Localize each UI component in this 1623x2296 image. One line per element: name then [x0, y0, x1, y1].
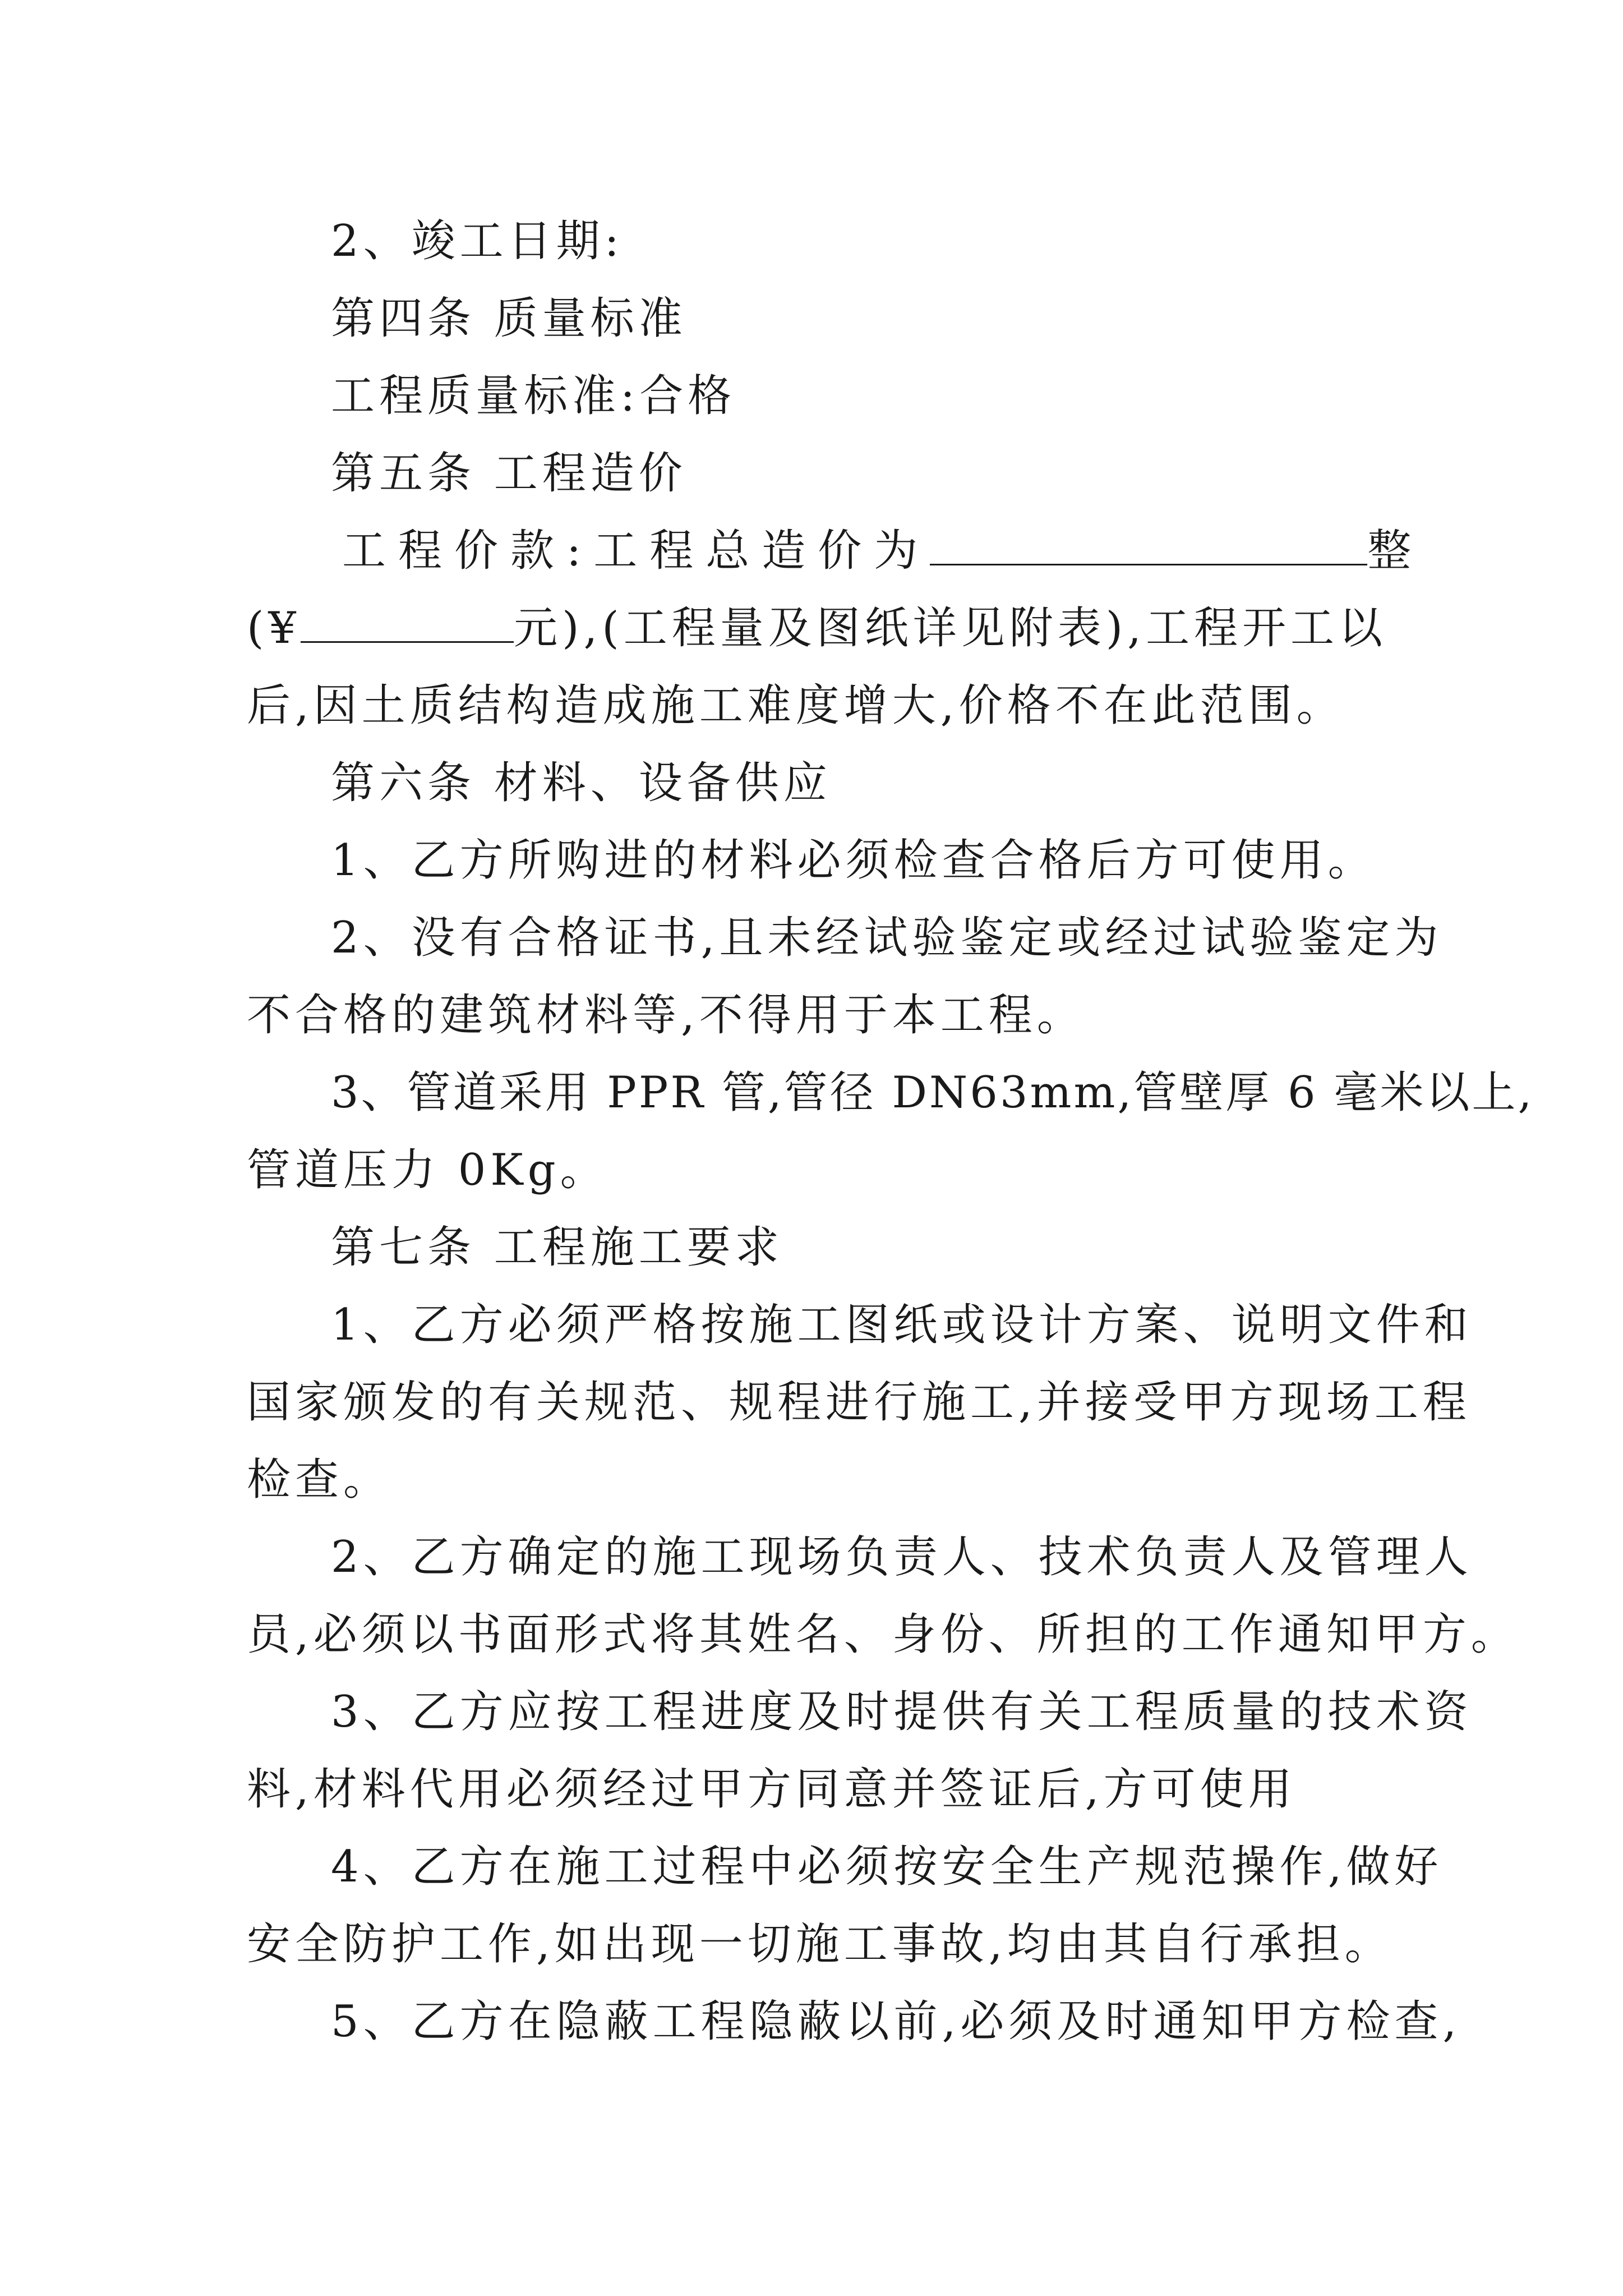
- total-price-blank: [930, 524, 1367, 565]
- requirement-item-2: 2、乙方确定的施工现场负责人、技术负责人及管理人: [331, 1532, 1473, 1582]
- article-7-heading: 第七条 工程施工要求: [331, 1222, 783, 1273]
- price-detail-text: 元),(工程量及图纸详见附表),工程开工以: [514, 603, 1387, 654]
- requirement-item-4-cont: 安全防护工作,如出现一切施工事故,均由其自行承担。: [247, 1919, 1393, 1970]
- price-detail-line: [247, 600, 1387, 656]
- completion-date-line: 2、竣工日期:: [331, 216, 624, 266]
- price-note-line: 后,因土质结构造成施工难度增大,价格不在此范围。: [247, 680, 1345, 731]
- yuan-amount-blank: [301, 602, 514, 643]
- price-unit: 整: [1367, 526, 1424, 576]
- requirement-item-2-cont: 员,必须以书面形式将其姓名、身份、所担的工作通知甲方。: [247, 1609, 1519, 1660]
- requirement-item-5: 5、乙方在隐蔽工程隐蔽以前,必须及时通知甲方检查,: [331, 1996, 1461, 2047]
- article-5-heading: 第五条 工程造价: [331, 448, 687, 499]
- quality-standard-line: 工程质量标准:合格: [331, 371, 736, 421]
- article-4-heading: 第四条 质量标准: [331, 293, 687, 344]
- price-label: 工程价款:工程总造价为: [342, 526, 930, 576]
- material-item-2: 2、没有合格证书,且未经试验鉴定或经过试验鉴定为: [331, 913, 1443, 963]
- requirement-item-3: 3、乙方应按工程进度及时提供有关工程质量的技术资: [331, 1687, 1473, 1737]
- requirement-item-3-cont: 料,材料代用必须经过甲方同意并签证后,方可使用: [247, 1764, 1297, 1815]
- yuan-prefix: (¥: [247, 603, 301, 654]
- material-item-1: 1、乙方所购进的材料必须检查合格后方可使用。: [331, 835, 1376, 886]
- price-line: [342, 523, 1423, 579]
- requirement-item-1: 1、乙方必须严格按施工图纸或设计方案、说明文件和: [331, 1300, 1473, 1350]
- requirement-item-1-end: 检查。: [247, 1455, 392, 1505]
- requirement-item-4: 4、乙方在施工过程中必须按安全生产规范操作,做好: [331, 1842, 1443, 1892]
- material-item-2-cont: 不合格的建筑材料等,不得用于本工程。: [247, 990, 1085, 1041]
- article-6-heading: 第六条 材料、设备供应: [331, 758, 832, 808]
- material-item-3: 3、管道采用 PPR 管,管径 DN63mm,管壁厚 6 毫米以上,: [331, 1068, 1534, 1118]
- material-item-3-cont: 管道压力 0Kg。: [247, 1145, 608, 1195]
- requirement-item-1-cont: 国家颁发的有关规范、规程进行施工,并接受甲方现场工程: [247, 1377, 1471, 1428]
